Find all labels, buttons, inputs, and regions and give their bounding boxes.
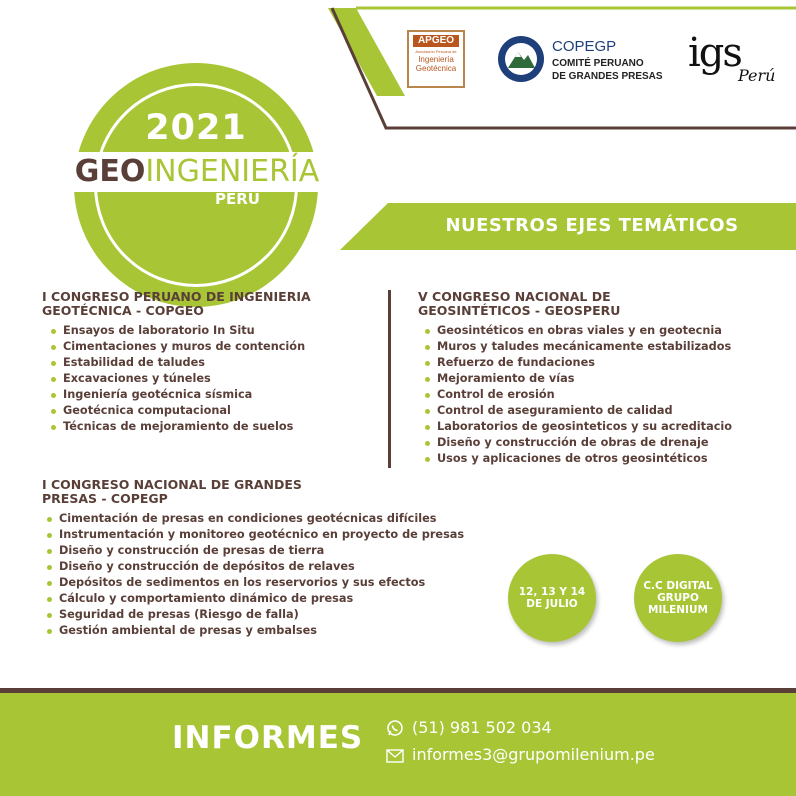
list-item xyxy=(47,559,464,575)
list-item-label: Laboratorios de geosinteticos y su acreditacio xyxy=(437,420,733,433)
section-title-line: V CONGRESO NACIONAL DE xyxy=(418,289,611,304)
bullet-icon xyxy=(47,533,52,538)
bullet-icon xyxy=(51,361,56,366)
list-item xyxy=(47,607,464,623)
event-country: PERÚ xyxy=(215,190,260,208)
copegp-seal-icon xyxy=(498,36,544,82)
event-title-bold: GEO xyxy=(74,154,146,189)
section-title-line: I CONGRESO PERUANO DE INGENIERIA xyxy=(42,289,311,304)
list-item-label: Control de aseguramiento de calidad xyxy=(437,404,673,417)
list-item-label: Cimentación de presas en condiciones geotécnicas difíciles xyxy=(59,512,437,525)
bullet-icon xyxy=(425,329,430,334)
bullet-icon xyxy=(51,329,56,334)
list-item xyxy=(425,403,732,419)
bullet-icon xyxy=(425,409,430,414)
bullet-icon xyxy=(425,345,430,350)
list-item xyxy=(51,339,311,355)
footer-label: INFORMES xyxy=(172,720,364,756)
list-item xyxy=(47,575,464,591)
apgeo-line3: Geotécnica xyxy=(415,64,457,73)
list-item-label: Control de erosión xyxy=(437,388,555,401)
mail-icon xyxy=(386,748,404,762)
list-item xyxy=(425,387,732,403)
list-item xyxy=(425,371,732,387)
apgeo-line1: Asociación Peruana de xyxy=(415,49,457,54)
list-item-label: Instrumentación y monitoreo geotécnico en proyecto de presas xyxy=(59,528,465,541)
section-title-line: GEOSINTÉTICOS - GEOSPERU xyxy=(418,303,621,318)
dates-line2: DE JULIO xyxy=(526,598,578,610)
dates-badge xyxy=(508,554,596,642)
bullet-icon xyxy=(425,457,430,462)
bullet-icon xyxy=(51,377,56,382)
email-row xyxy=(386,745,655,764)
event-year: 2021 xyxy=(145,108,247,148)
list-item xyxy=(47,527,464,543)
phone-number[interactable]: (51) 981 502 034 xyxy=(412,718,552,737)
venue-line2: GRUPO xyxy=(657,592,699,604)
list-item xyxy=(51,355,311,371)
list-item-label: Refuerzo de fundaciones xyxy=(437,356,595,369)
list-item xyxy=(425,419,732,435)
list-item xyxy=(425,339,732,355)
section-title-line: I CONGRESO NACIONAL DE GRANDES xyxy=(42,477,302,492)
list-item xyxy=(425,355,732,371)
list-item xyxy=(425,451,732,467)
bullet-icon xyxy=(51,345,56,350)
igs-mark: igs xyxy=(688,30,741,76)
list-item xyxy=(51,371,311,387)
igs-logo xyxy=(688,30,783,94)
section-copgeo xyxy=(42,290,311,435)
section-geosperu xyxy=(418,290,732,467)
list-item-label: Cimentaciones y muros de contención xyxy=(63,340,306,353)
list-item-label: Depósitos de sedimentos en los reservorios y sus efectos xyxy=(59,576,426,589)
whatsapp-icon xyxy=(386,719,404,737)
topic-list xyxy=(51,323,311,435)
list-item xyxy=(47,623,464,639)
list-item-label: Gestión ambiental de presas y embalses xyxy=(59,624,317,637)
list-item xyxy=(51,403,311,419)
list-item-label: Cálculo y comportamiento dinámico de presas xyxy=(59,592,354,605)
list-item-label: Usos y aplicaciones de otros geosintéticos xyxy=(437,452,708,465)
copegp-line2: DE GRANDES PRESAS xyxy=(552,71,663,82)
bullet-icon xyxy=(47,613,52,618)
list-item-label: Técnicas de mejoramiento de suelos xyxy=(63,420,294,433)
bullet-icon xyxy=(51,409,56,414)
list-item-label: Mejoramiento de vías xyxy=(437,372,575,385)
bullet-icon xyxy=(425,361,430,366)
phone-row xyxy=(386,718,552,737)
banner-title: NUESTROS EJES TEMÁTICOS xyxy=(445,215,739,236)
column-divider xyxy=(388,290,391,468)
igs-country: Perú xyxy=(738,66,776,85)
venue-line3: MILENIUM xyxy=(648,604,708,616)
list-item-label: Ingeniería geotécnica sísmica xyxy=(63,388,253,401)
list-item xyxy=(425,435,732,451)
list-item-label: Geotécnica computacional xyxy=(63,404,231,417)
bullet-icon xyxy=(51,393,56,398)
bullet-icon xyxy=(47,549,52,554)
venue-badge xyxy=(634,554,722,642)
bullet-icon xyxy=(47,517,52,522)
list-item xyxy=(47,591,464,607)
list-item-label: Seguridad de presas (Riesgo de falla) xyxy=(59,608,299,621)
bullet-icon xyxy=(425,377,430,382)
apgeo-acronym: APGEO xyxy=(413,35,459,47)
bullet-icon xyxy=(47,581,52,586)
apgeo-logo xyxy=(407,30,465,88)
list-item-label: Estabilidad de taludes xyxy=(63,356,205,369)
event-title xyxy=(54,152,340,192)
list-item-label: Diseño y construcción de presas de tierra xyxy=(59,544,325,557)
section-title-line: PRESAS - COPEGP xyxy=(42,491,168,506)
bullet-icon xyxy=(47,597,52,602)
list-item-label: Diseño y construcción de depósitos de relaves xyxy=(59,560,355,573)
list-item xyxy=(47,511,464,527)
event-title-light: INGENIERÍA xyxy=(145,154,320,189)
section-copegp xyxy=(42,478,464,639)
list-item-label: Excavaciones y túneles xyxy=(63,372,211,385)
bullet-icon xyxy=(425,393,430,398)
email-address[interactable]: informes3@grupomilenium.pe xyxy=(412,745,655,764)
apgeo-line2: Ingeniería xyxy=(418,55,454,64)
copegp-acronym: COPEGP xyxy=(552,38,617,55)
list-item-label: Geosintéticos en obras viales y en geotecnia xyxy=(437,324,722,337)
list-item xyxy=(51,323,311,339)
list-item-label: Diseño y construcción de obras de drenaje xyxy=(437,436,709,449)
list-item xyxy=(425,323,732,339)
bullet-icon xyxy=(47,629,52,634)
bullet-icon xyxy=(47,565,52,570)
bullet-icon xyxy=(51,425,56,430)
topic-list xyxy=(47,511,464,639)
dates-line1: 12, 13 Y 14 xyxy=(518,586,586,598)
list-item xyxy=(51,419,311,435)
topic-list xyxy=(425,323,732,467)
section-title-line: GEOTÉCNICA - COPGEO xyxy=(42,303,204,318)
list-item xyxy=(47,543,464,559)
bullet-icon xyxy=(425,441,430,446)
venue-line1: C.C DIGITAL xyxy=(643,580,713,592)
list-item xyxy=(51,387,311,403)
bullet-icon xyxy=(425,425,430,430)
copegp-line1: COMITÉ PERUANO xyxy=(552,58,644,69)
list-item-label: Muros y taludes mecánicamente estabilizados xyxy=(437,340,732,353)
list-item-label: Ensayos de laboratorio In Situ xyxy=(63,324,255,337)
